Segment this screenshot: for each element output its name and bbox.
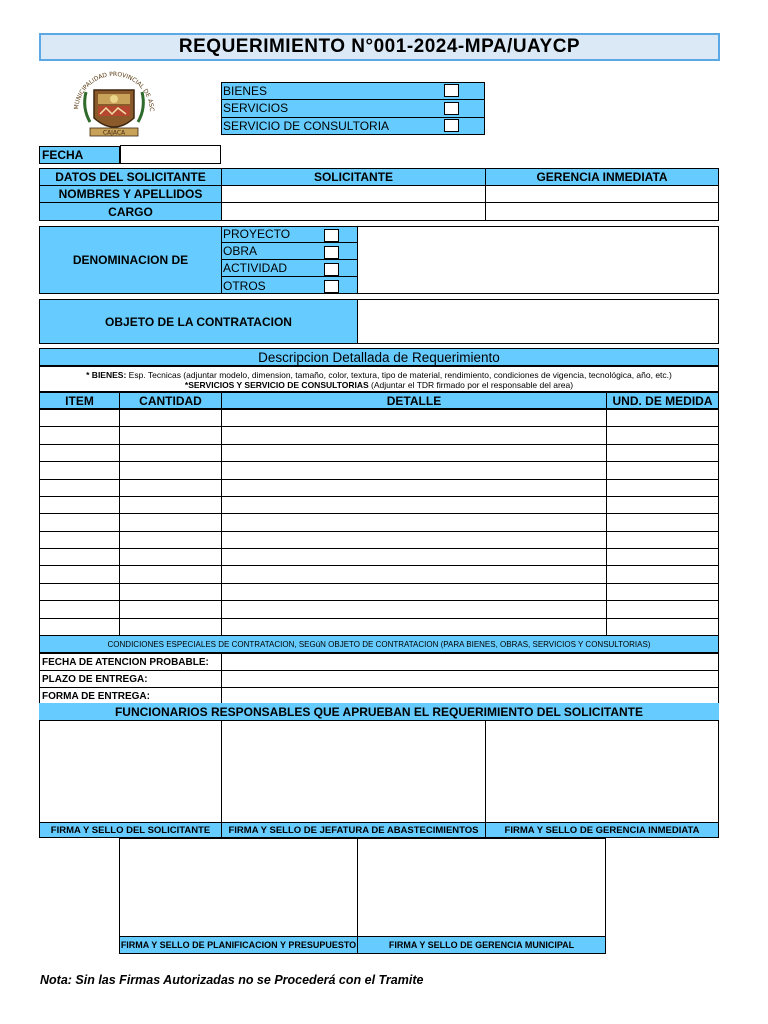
cargo-label: CARGO: [39, 202, 222, 221]
denominacion-option-label: ACTIVIDAD: [223, 261, 288, 275]
col-gerencia-header: GERENCIA INMEDIATA: [485, 168, 719, 186]
items-cell[interactable]: [39, 513, 120, 531]
condicion-label-0: FECHA DE ATENCION PROBABLE:: [39, 653, 222, 671]
objeto-label: OBJETO DE LA CONTRATACION: [39, 299, 358, 344]
items-cell[interactable]: [39, 444, 120, 462]
denominacion-option-label: PROYECTO: [223, 227, 291, 241]
page-title: REQUERIMIENTO N°001-2024-MPA/UAYCP: [39, 33, 720, 61]
items-cell[interactable]: [119, 618, 222, 636]
items-cell[interactable]: [221, 565, 607, 583]
items-cell[interactable]: [221, 426, 607, 444]
firma-solicitante-label: FIRMA Y SELLO DEL SOLICITANTE: [39, 822, 222, 838]
items-cell[interactable]: [119, 583, 222, 601]
items-cell[interactable]: [221, 583, 607, 601]
tipo-option-label: SERVICIO DE CONSULTORIA: [223, 118, 390, 133]
items-cell[interactable]: [221, 461, 607, 479]
items-cell[interactable]: [39, 548, 120, 566]
items-cell[interactable]: [606, 426, 719, 444]
items-cell[interactable]: [39, 583, 120, 601]
firma-solicitante-area[interactable]: [39, 720, 222, 823]
items-col-header-3: UND. DE MEDIDA: [606, 392, 719, 409]
tipo-checkbox-2[interactable]: [444, 119, 459, 132]
datos-solicitante-header: DATOS DEL SOLICITANTE: [39, 168, 222, 186]
items-col-header-0: ITEM: [39, 392, 120, 409]
items-cell[interactable]: [606, 513, 719, 531]
municipal-logo: [68, 68, 160, 140]
items-cell[interactable]: [221, 479, 607, 497]
col-solicitante-header: SOLICITANTE: [221, 168, 486, 186]
items-cell[interactable]: [119, 600, 222, 618]
items-cell[interactable]: [606, 531, 719, 549]
items-cell[interactable]: [606, 548, 719, 566]
objeto-field[interactable]: [357, 299, 719, 344]
items-cell[interactable]: [221, 513, 607, 531]
items-cell[interactable]: [119, 496, 222, 514]
items-cell[interactable]: [39, 426, 120, 444]
descripcion-notes: [39, 366, 719, 392]
items-cell[interactable]: [606, 583, 719, 601]
items-cell[interactable]: [119, 409, 222, 427]
firma-gerencia-inmediata-area[interactable]: [485, 720, 719, 823]
items-cell[interactable]: [39, 479, 120, 497]
items-cell[interactable]: [221, 496, 607, 514]
items-cell[interactable]: [39, 565, 120, 583]
items-cell[interactable]: [119, 513, 222, 531]
items-cell[interactable]: [606, 600, 719, 618]
tipo-option-label: BIENES: [223, 83, 268, 98]
nombres-label: NOMBRES Y APELLIDOS: [39, 185, 222, 203]
items-cell[interactable]: [119, 444, 222, 462]
nombres-gerencia-field[interactable]: [485, 185, 719, 203]
firma-planificacion-label: FIRMA Y SELLO DE PLANIFICACION Y PRESUPUESTO: [119, 936, 358, 954]
funcionarios-title: FUNCIONARIOS RESPONSABLES QUE APRUEBAN EL REQUERIMIENTO DEL SOLICITANTE: [39, 703, 719, 720]
denominacion-label: DENOMINACION DE: [39, 226, 222, 294]
items-cell[interactable]: [606, 479, 719, 497]
items-cell[interactable]: [119, 426, 222, 444]
condiciones-title: CONDICIONES ESPECIALES DE CONTRATACION, SEGúN OBJETO DE CONTRATACION (PARA BIENES, OBRAS, SERVICIOS Y CONSULTORIAS): [39, 635, 719, 653]
tipo-checkbox-1[interactable]: [444, 102, 459, 115]
items-cell[interactable]: [119, 531, 222, 549]
items-cell[interactable]: [119, 479, 222, 497]
nota-text: Nota: Sin las Firmas Autorizadas no se Procederá con el Tramite: [40, 973, 424, 987]
denominacion-checkbox-0[interactable]: [324, 229, 339, 242]
descripcion-title: Descripcion Detallada de Requerimiento: [39, 348, 719, 366]
svg-text:MUNICIPALIDAD PROVINCIAL DE AS: MUNICIPALIDAD PROVINCIAL DE ASC: [73, 70, 156, 112]
items-cell[interactable]: [606, 618, 719, 636]
note-servicios-prefix: *SERVICIOS Y SERVICIO DE CONSULTORIAS: [184, 380, 369, 390]
cargo-solicitante-field[interactable]: [221, 202, 486, 221]
items-cell[interactable]: [606, 496, 719, 514]
items-cell[interactable]: [221, 600, 607, 618]
note-bienes-text: Esp. Tecnicas (adjuntar modelo, dimension, tamaño, color, textura, tipo de material, rendimiento, condiciones de vigencia, tecnológica, año, etc.): [126, 370, 672, 380]
items-cell[interactable]: [221, 618, 607, 636]
items-cell[interactable]: [221, 409, 607, 427]
items-cell[interactable]: [39, 496, 120, 514]
fecha-label: FECHA: [39, 146, 120, 164]
note-bienes-prefix: * BIENES:: [86, 370, 127, 380]
denominacion-checkbox-1[interactable]: [324, 246, 339, 259]
denominacion-checkbox-2[interactable]: [324, 263, 339, 276]
items-cell[interactable]: [39, 461, 120, 479]
items-cell[interactable]: [119, 565, 222, 583]
firma-gerencia-municipal-label: FIRMA Y SELLO DE GERENCIA MUNICIPAL: [357, 936, 606, 954]
svg-text:CAJACA: CAJACA: [102, 129, 126, 137]
items-cell[interactable]: [606, 444, 719, 462]
firma-abastecimientos-area[interactable]: [221, 720, 486, 823]
items-cell[interactable]: [119, 548, 222, 566]
items-cell[interactable]: [119, 461, 222, 479]
items-col-header-1: CANTIDAD: [119, 392, 222, 409]
denominacion-field[interactable]: [357, 226, 719, 294]
condicion-label-1: PLAZO DE ENTREGA:: [39, 670, 222, 688]
firma-gerencia-inmediata-label: FIRMA Y SELLO DE GERENCIA INMEDIATA: [485, 822, 719, 838]
tipo-option-label: SERVICIOS: [223, 101, 289, 115]
items-cell[interactable]: [39, 531, 120, 549]
nombres-solicitante-field[interactable]: [221, 185, 486, 203]
denominacion-checkbox-3[interactable]: [324, 280, 339, 293]
items-col-header-2: DETALLE: [221, 392, 607, 409]
firma-abastecimientos-label: FIRMA Y SELLO DE JEFATURA DE ABASTECIMIENTOS: [221, 822, 486, 838]
condicion-field-0[interactable]: [221, 653, 719, 671]
items-cell[interactable]: [606, 461, 719, 479]
items-cell[interactable]: [221, 531, 607, 549]
items-cell[interactable]: [39, 618, 120, 636]
denominacion-option-label: OBRA: [223, 244, 258, 258]
items-cell[interactable]: [221, 548, 607, 566]
condicion-label-2: FORMA DE ENTREGA:: [39, 687, 222, 705]
condicion-field-1[interactable]: [221, 670, 719, 688]
firma-planificacion-area[interactable]: [119, 838, 358, 937]
fecha-field[interactable]: [120, 145, 221, 164]
items-cell[interactable]: [606, 409, 719, 427]
firma-gerencia-municipal-area[interactable]: [357, 838, 606, 937]
denominacion-option-label: OTROS: [223, 278, 266, 293]
items-cell[interactable]: [39, 409, 120, 427]
cargo-gerencia-field[interactable]: [485, 202, 719, 221]
items-cell[interactable]: [221, 444, 607, 462]
items-cell[interactable]: [39, 600, 120, 618]
items-cell[interactable]: [606, 565, 719, 583]
note-servicios-text: (Adjuntar el TDR firmado por el responsable del area): [368, 380, 574, 390]
tipo-checkbox-0[interactable]: [444, 84, 459, 97]
